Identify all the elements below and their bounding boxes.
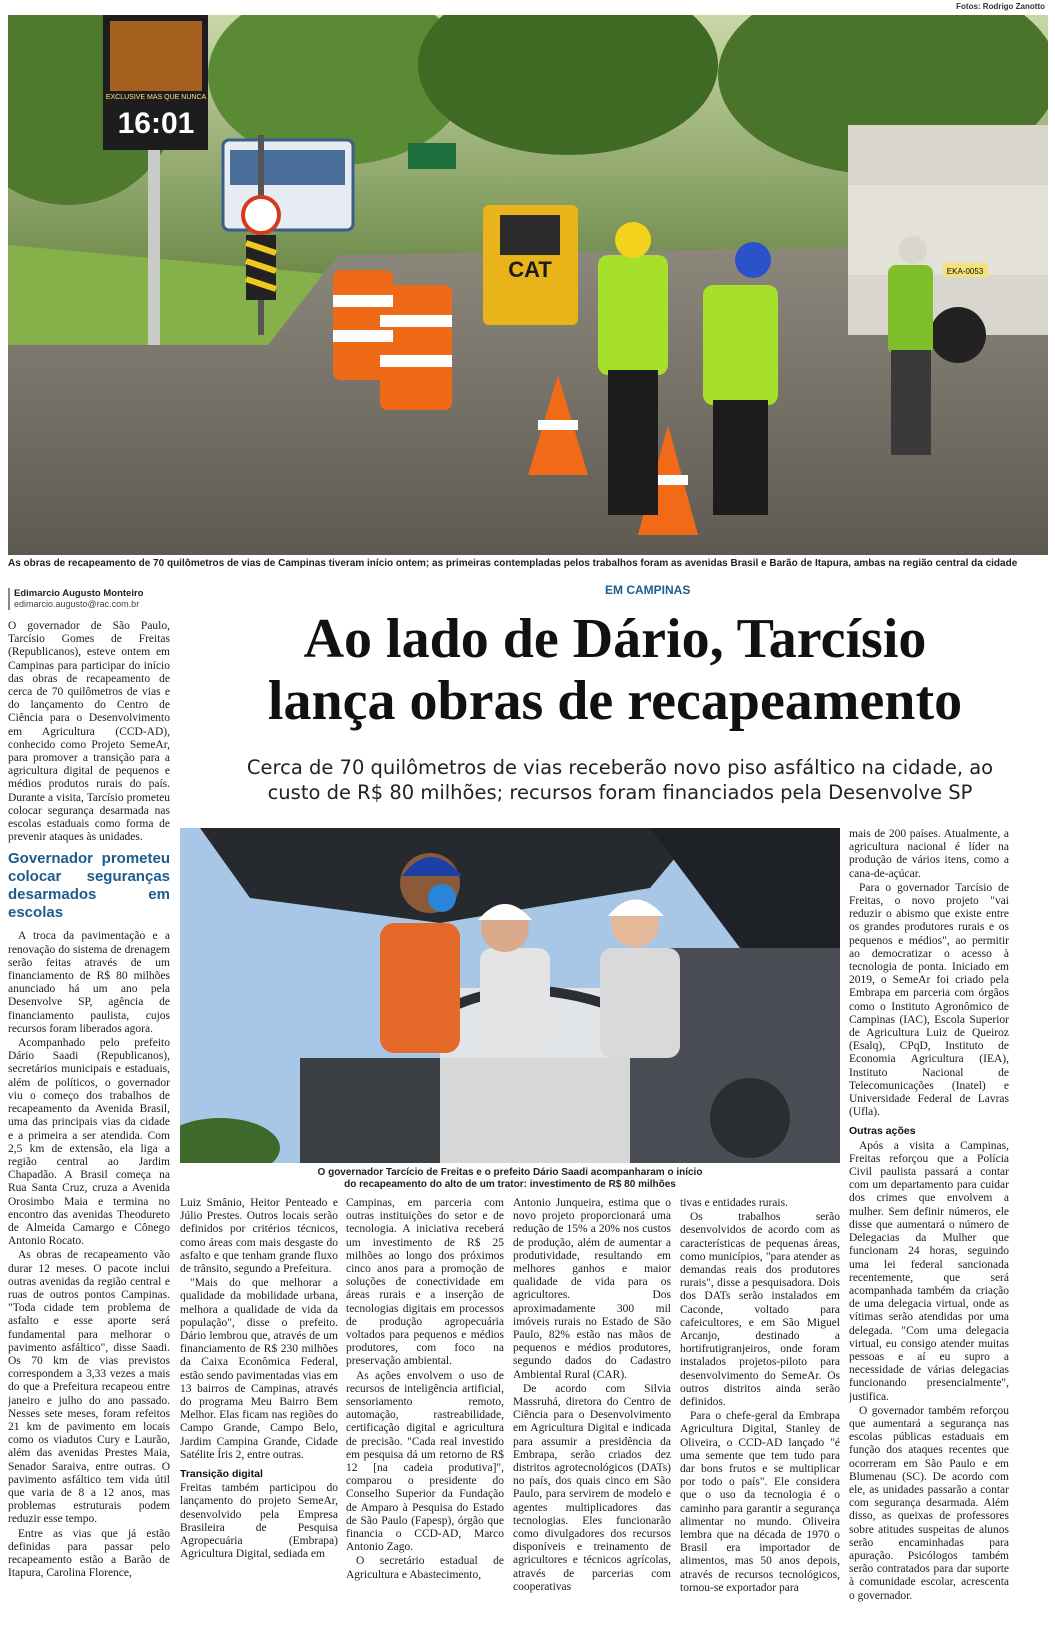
paragraph: Acompanhado pelo prefeito Dário Saadi (Republicanos), secretários municipais e estaduais, além de políticos, o governador viu o começo dos trabalhos de recapeamento da Avenida Brasil, uma das principais vias da cidade e a primeira a ser atendida. Com 2,5 km de extensão, ela liga a região central ao Jardim Chapadão. A Brasil começa na Rua Santa Cruz, cruza a Avenida Orosimbo Maia e termina no encontro das avenidas Theodureto de Almeida Camargo e Cônego Antonio Rocato. [8, 1037, 170, 1248]
headline [180, 608, 1050, 732]
paragraph: Antonio Junqueira, estima que o novo projeto proporcionará uma redução de 15% a 20% nos custos de produção, além de aumentar a produtividade, resultando em melhores ganhos e maior qualidade de vida para os agricultores. Dos aproximadamente 300 mil imóveis rurais no Estado de São Paulo, 82% estão nas mãos de pequenos e médios produtores, segundo dados do Cadastro Ambiental Rural (CAR). [513, 1197, 671, 1381]
paragraph: As obras de recapeamento vão durar 12 meses. O pacote inclui outras avenidas da região central e ruas de outros pontos Campinas. "Toda cidade tem problema de asfalto e esse aporte será fundamental para melhorar o pavimento asfáltico", disse Saadi. Os 70 km de vias previstos correspondem a 3,33 vezes a mais do que a Prefeitura recapeou entre janeiro e julho do ano passado. Nesses sete meses, foram refeitos 21 km de pavimento em locais como os viadutos Cury e Laurão, além das avenidas Prestes Maia, Senador Saraiva, entre outras. O pavimento asfáltico tem vida útil que varia de 8 a 12 anos, mas problemas estruturais podem reduzir esse tempo. [8, 1249, 170, 1526]
headline-line-1: Ao lado de Dário, Tarcísio [303, 608, 927, 670]
section-subtitle: Transição digital [180, 1468, 263, 1481]
section-kicker: EM CAMPINAS [605, 583, 691, 597]
subheadline-line-1: Cerca de 70 quilômetros de vias receberão novo piso asfáltico na cidade, ao [246, 756, 994, 779]
article-column-left [8, 620, 170, 1637]
article-column-bottom-2 [346, 1197, 504, 1637]
paragraph: De acordo com Silvia Massruhá, diretora do Centro de Ciência para o Desenvolvimento em Agricultura Digital e indicada para assumir a presidência da Embrapa, serão criados dez distritos agrotecnológicos (DATs) no país, dos quais cinco em São Paulo, para servirem de modelo e agentes multiplicadores das tecnologias. Eles funcionarão como divulgadores dos recursos disponíveis e treinamento de agricultores e técnicos agrícolas, através de parcerias com cooperativas [513, 1382, 671, 1593]
paragraph: Os trabalhos serão desenvolvidos de acordo com as características de pequenas áreas, como municípios, "para atender as demandas reais dos produtores rurais", disse a pesquisadora. Dois dos DATs serão instalados em Caconde, voltado para cafeicultores, e em São Miguel Arcanjo, destinado a hortifrutigranjeiros, onde foram instalados projetos-piloto para desenvolvimento do SemeAr. Os outros distritos ainda serão definidos. [680, 1211, 840, 1409]
paragraph: Entre as vias que já estão definidas para passar pelo recapeamento estão a Barão de Itapura, Carolina Florence, [8, 1527, 170, 1580]
hero-photo-caption: As obras de recapeamento de 70 quilômetros de vias de Campinas tiveram início ontem; as primeiras contempladas pelos trabalhos foram as avenidas Brasil e Barão de Itapura, ambas na região central da cidade [8, 558, 1018, 569]
svg-text:EXCLUSIVE MAS QUE NUNCA: EXCLUSIVE MAS QUE NUNCA [105, 94, 207, 101]
tractor-photo [180, 828, 840, 1163]
clock-readout: 16:01 [117, 107, 195, 140]
paragraph: tivas e entidades rurais. [680, 1197, 788, 1209]
paragraph: Para o governador Tarcísio de Freitas, o novo projeto "vai reduzir o abismo que existe entre os grandes produtores rurais e os pequenos e médios", ao permitir ao democratizar o acesso à tecnologia de ponta. Iniciado em 2019, o SemeAr foi criado pela Embrapa em parceria com órgãos como o Instituto Agronômico de Campinas (IAC), Escola Superior de Agricultura Luiz de Queiroz (Esalq), CPqD, Instituto de Economia Agricultura (IEA), Instituto Nacional de Telecomunicações (Inatel) e Universidade Federal de Lavras (Ufla). [849, 881, 1009, 1119]
article-column-bottom-4 [680, 1197, 840, 1637]
author-name: Edimarcio Augusto Monteiro [14, 588, 144, 599]
paragraph: Após a visita a Campinas, Freitas reforçou que a Polícia Civil paulista passará a contar com um departamento para cuidar dos crimes que envolvem a mulher. Sem definir números, ele disse que aumentará o número de Delegacias da Mulher que funcionam 24 horas, seguindo uma lei federal sancionada recentemente, que será acompanhada também da criação de uma delegacia virtual, onde as vítimas serão atendidas por uma delegada. "Com uma delegacia virtual, eu consigo atender muitas pessoas e aí eu supro a necessidade de várias delegacias funcionando presencialmente", justifica. [849, 1139, 1009, 1403]
hero-photo [8, 15, 1048, 555]
paragraph: mais de 200 países. Atualmente, a agricultura nacional é líder na produção de vários itens, como a cana-de-açúcar. [849, 828, 1009, 880]
svg-text:EKA-0053: EKA-0053 [946, 267, 984, 276]
paragraph: As ações envolvem o uso de recursos de inteligência artificial, sensoriamento remoto, automação, rastreabilidade, certificação digital e agricultura de precisão. "Cada real investido em pesquisa dá um retorno de R$ 12 [na cadeia produtiva]", comparou o presidente do Conselho Superior da Fundação de Amparo à Pesquisa do Estado de São Paulo (Fapesp), órgão que financia o CCD-AD, Marco Antonio Zago. [346, 1369, 504, 1554]
tractor-photo-caption [180, 1167, 840, 1191]
article-column-right [849, 828, 1009, 1637]
svg-text:CAT: CAT [508, 257, 552, 282]
paragraph: Freitas também participou do lançamento do projeto SemeAr, desenvolvido pela Empresa Brasileira de Pesquisa Agropecuária (Embrapa) Agricultura Digital, sediada em [180, 1482, 338, 1561]
paragraph: O secretário estadual de Agricultura e Abastecimento, [346, 1555, 504, 1581]
paragraph: O governador também reforçou que aumentará a segurança nas escolas públicas estaduais em função dos ataques recentes que ocorreram em São Paulo e em Blumenau (SC). De acordo com ele, as unidades passarão a contar com segurança desarmada. Além disso, as queixas de professores sobre atitudes suspeitas de alunos serão encaminhadas para apuração. Psicólogos também serão contratados para dar suporte à comunidade escolar, acrescenta o governador. [849, 1404, 1009, 1602]
photo-credit: Fotos: Rodrigo Zanotto [956, 2, 1045, 11]
paragraph: O governador de São Paulo, Tarcísio Gomes de Freitas (Republicanos), esteve ontem em Campinas para participar do início das obras de recapeamento de cerca de 70 quilômetros de vias e do lançamento do Centro de Ciência para o Desenvolvimento em Agricultura (CCD-AD), conhecido como Projeto SemeAr, para promover a transição para a agricultura digital de pequenos e médios produtos rurais do país. Durante a visita, Tarcísio prometeu colocar segurança desarmada nas escolas estaduais como forma de prevenir ataques às unidades. [8, 620, 170, 844]
caption-line-2: do recapeamento do alto de um trator: investimento de R$ 80 milhões [344, 1179, 676, 1190]
caption-line-1: O governador Tarcício de Freitas e o prefeito Dário Saadi acompanharam o início [317, 1167, 703, 1178]
subheadline [190, 755, 1050, 805]
author-email[interactable]: edimarcio.augusto@rac.com.br [14, 599, 140, 609]
byline [8, 588, 168, 610]
article-column-bottom-3 [513, 1197, 671, 1637]
paragraph: Para o chefe-geral da Embrapa Agricultura Digital, Stanley de Oliveira, o CCD-AD lançado "é uma semente que tem tudo para dar bons frutos e se multiplicar por todo o país". Ele considera que o uso da tecnologia é o caminho para garantir a segurança alimentar no mundo. Oliveira lembra que na década de 1970 o Brasil era importador de alimentos, mas 50 anos depois, através de recursos tecnológicos, tornou-se exportador para [680, 1410, 840, 1594]
section-subtitle: Outras ações [849, 1125, 916, 1138]
headline-line-2: lança obras de recapeamento [267, 670, 963, 732]
paragraph: Campinas, em parceria com outras instituições do setor e de tecnologia. A iniciativa receberá um investimento de R$ 25 milhões ao longo dos próximos cinco anos para a promoção de soluções de conectividade em áreas rurais e a inserção de tecnologias digitais em processos de produção agropecuária voltados para pequenos e médios produtores, com foco na preservação ambiental. [346, 1197, 504, 1368]
section-subtitle: Governador prometeu colocar seguranças desarmados em escolas [8, 850, 170, 922]
article-column-bottom-1 [180, 1197, 338, 1637]
paragraph: A troca da pavimentação e a renovação do sistema de drenagem serão feitas através de um financiamento de R$ 80 milhões anunciado há um ano pela Desenvolve SP, agência de financiamento paulista, cujos recursos foram liberados agora. [8, 930, 170, 1035]
paragraph: Luiz Smânio, Heitor Penteado e Júlio Prestes. Outros locais serão definidos por critérios técnicos, como áreas com mais desgaste do asfalto e que tenham grande fluxo de trânsito, segundo a Prefeitura. [180, 1197, 338, 1276]
subheadline-line-2: custo de R$ 80 milhões; recursos foram financiados pela Desenvolve SP [267, 781, 973, 804]
paragraph: "Mais do que melhorar a qualidade da mobilidade urbana, melhora a qualidade de vida da população", disse o prefeito. Dário lembrou que, através de um financiamento de R$ 230 milhões da Caixa Econômica Federal, estão sendo pavimentadas vias em 13 bairros de Campinas, através do programa Meu Bairro Bem Melhor. Elas ficam nas regiões do Campo Grande, Campo Belo, Jardim Campina Grande, Cidade Satélite Íris 2, entre outras. [180, 1277, 338, 1461]
